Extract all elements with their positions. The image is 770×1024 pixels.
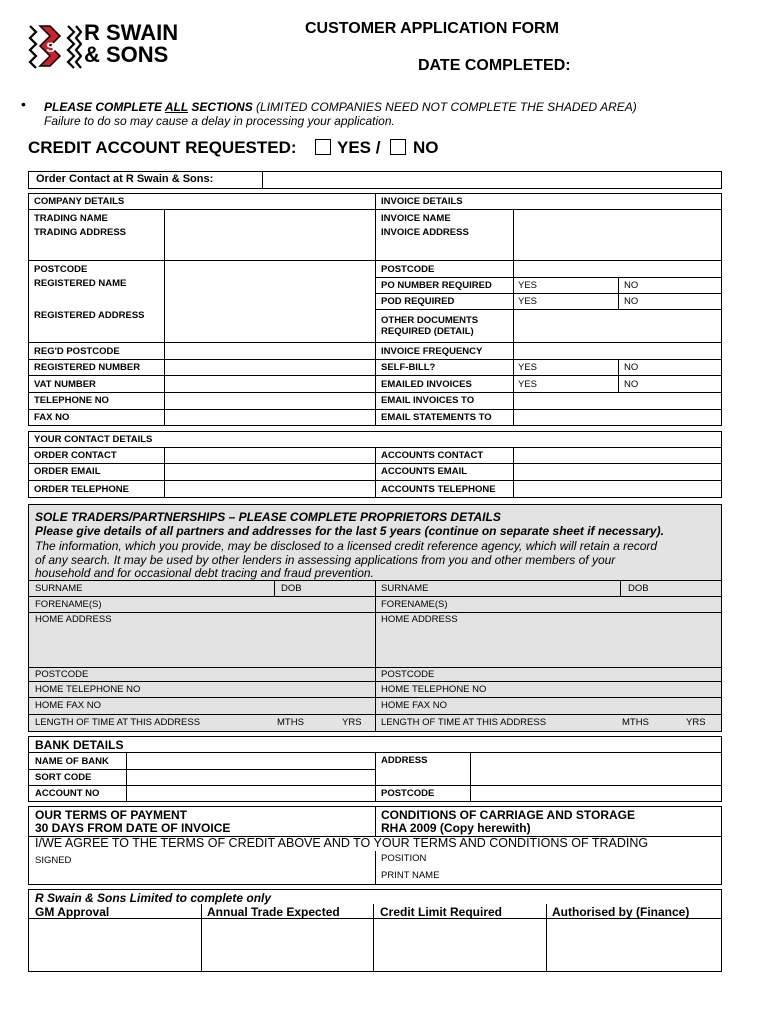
- order-telephone-label: ORDER TELEPHONE: [34, 484, 130, 495]
- logo-text-line1: R SWAIN: [84, 20, 179, 45]
- office-use-heading: R Swain & Sons Limited to complete only: [35, 891, 272, 905]
- instruction-bullet: •: [21, 96, 26, 112]
- sole-traders-heading: SOLE TRADERS/PARTNERSHIPS – PLEASE COMPLETE PROPRIETORS DETAILS: [35, 510, 501, 524]
- partner1-home-address-label: HOME ADDRESS: [35, 614, 112, 625]
- company-logo: [24, 22, 224, 72]
- credit-yes-label: YES /: [337, 138, 381, 157]
- invoice-name-label: INVOICE NAME: [381, 213, 451, 224]
- annual-trade-label: Annual Trade Expected: [207, 905, 340, 919]
- trading-name-label: TRADING NAME: [34, 213, 108, 224]
- thirty-days-label: 30 DAYS FROM DATE OF INVOICE: [35, 821, 231, 835]
- partner2-dob-label: DOB: [628, 583, 649, 594]
- authorised-by-label: Authorised by (Finance): [552, 905, 690, 919]
- partner2-postcode-label: POSTCODE: [381, 669, 435, 680]
- sort-code-label: SORT CODE: [35, 772, 92, 783]
- emailed-no-option[interactable]: NO: [624, 379, 639, 390]
- instruction-part2: SECTIONS: [188, 100, 253, 114]
- invoice-frequency-label: INVOICE FREQUENCY: [381, 346, 483, 357]
- partner1-length-label: LENGTH OF TIME AT THIS ADDRESS: [35, 717, 201, 728]
- registered-name-label: REGISTERED NAME: [34, 278, 127, 289]
- instruction-all: ALL: [164, 100, 189, 114]
- form-title: CUSTOMER APPLICATION FORM: [305, 20, 559, 37]
- credit-limit-label: Credit Limit Required: [380, 905, 503, 919]
- logo-stripes-icon: [24, 22, 82, 70]
- conditions-label: CONDITIONS OF CARRIAGE AND STORAGE: [381, 808, 636, 822]
- self-bill-label: SELF-BILL?: [381, 362, 436, 373]
- partner1-surname-label: SURNAME: [35, 583, 83, 594]
- other-docs-label-1: OTHER DOCUMENTS: [381, 315, 479, 326]
- partner2-surname-label: SURNAME: [381, 583, 429, 594]
- instruction-line2: Failure to do so may cause a delay in processing your application.: [44, 114, 395, 128]
- invoice-address-label: INVOICE ADDRESS: [381, 227, 469, 238]
- trading-address-label: TRADING ADDRESS: [34, 227, 127, 238]
- partner2-yrs-label: YRS: [686, 717, 706, 728]
- agree-statement: I/WE AGREE TO THE TERMS OF CREDIT ABOVE AND TO YOUR TERMS AND CONDITIONS OF TRADING: [35, 836, 649, 850]
- rha-label: RHA 2009 (Copy herewith): [381, 821, 531, 835]
- emailed-invoices-label: EMAILED INVOICES: [381, 379, 472, 390]
- pod-yes-option[interactable]: YES: [518, 296, 538, 307]
- partner1-postcode-label: POSTCODE: [35, 669, 89, 680]
- partner1-forenames-label: FORENAME(S): [35, 599, 102, 610]
- svg-text:S: S: [46, 39, 56, 55]
- credit-yes-checkbox[interactable]: [315, 139, 331, 155]
- regd-postcode-label: REG'D POSTCODE: [34, 346, 120, 357]
- our-terms-label: OUR TERMS OF PAYMENT: [35, 808, 188, 822]
- signed-label: SIGNED: [35, 855, 72, 866]
- bank-address-label: ADDRESS: [381, 755, 428, 766]
- company-details-heading: COMPANY DETAILS: [34, 196, 125, 207]
- credit-account-label: CREDIT ACCOUNT REQUESTED:: [28, 138, 297, 157]
- partner2-home-fax-label: HOME FAX NO: [381, 700, 447, 711]
- partner1-yrs-label: YRS: [342, 717, 362, 728]
- order-contact-label: Order Contact at R Swain & Sons:: [36, 173, 214, 185]
- po-no-option[interactable]: NO: [624, 280, 639, 291]
- email-invoices-to-label: EMAIL INVOICES TO: [381, 395, 475, 406]
- vat-number-label: VAT NUMBER: [34, 379, 96, 390]
- instruction-part3: (LIMITED COMPANIES NEED NOT COMPLETE THE SHADED AREA): [252, 100, 637, 114]
- pod-no-option[interactable]: NO: [624, 296, 639, 307]
- accounts-contact-label: ACCOUNTS CONTACT: [381, 450, 484, 461]
- order-email-label: ORDER EMAIL: [34, 466, 101, 477]
- partner2-length-label: LENGTH OF TIME AT THIS ADDRESS: [381, 717, 547, 728]
- partner2-home-tel-label: HOME TELEPHONE NO: [381, 684, 487, 695]
- accounts-telephone-label: ACCOUNTS TELEPHONE: [381, 484, 496, 495]
- postcode-label: POSTCODE: [34, 264, 88, 275]
- po-number-label: PO NUMBER REQUIRED: [381, 280, 492, 291]
- bank-postcode-label: POSTCODE: [381, 788, 435, 799]
- print-name-label: PRINT NAME: [381, 870, 440, 881]
- self-bill-yes-option[interactable]: YES: [518, 362, 538, 373]
- order-contact-field-label: ORDER CONTACT: [34, 450, 117, 461]
- logo-text-line2: & SONS: [84, 42, 169, 67]
- email-statements-to-label: EMAIL STATEMENTS TO: [381, 412, 492, 423]
- date-completed-label: DATE COMPLETED:: [418, 57, 571, 74]
- bank-details-heading: BANK DETAILS: [35, 738, 124, 752]
- instruction-part1: PLEASE COMPLETE: [44, 100, 165, 114]
- instruction-line1: [44, 100, 637, 114]
- accounts-email-label: ACCOUNTS EMAIL: [381, 466, 468, 477]
- account-no-label: ACCOUNT NO: [35, 788, 100, 799]
- order-contact-input[interactable]: [263, 172, 721, 188]
- self-bill-no-option[interactable]: NO: [624, 362, 639, 373]
- registered-number-label: REGISTERED NUMBER: [34, 362, 141, 373]
- invoice-details-heading: INVOICE DETAILS: [381, 196, 463, 207]
- invoice-postcode-label: POSTCODE: [381, 264, 435, 275]
- sole-traders-line2: Please give details of all partners and addresses for the last 5 years (continue on separate sheet if necessary).: [35, 524, 664, 538]
- fax-no-label: FAX NO: [34, 412, 70, 423]
- partner1-mths-label: MTHS: [277, 717, 304, 728]
- contact-details-heading: YOUR CONTACT DETAILS: [34, 434, 153, 445]
- credit-no-label: NO: [413, 138, 439, 157]
- sole-traders-line5: household and for occasional debt tracing and fraud prevention.: [35, 566, 374, 580]
- partner2-mths-label: MTHS: [622, 717, 649, 728]
- po-yes-option[interactable]: YES: [518, 280, 538, 291]
- partner1-dob-label: DOB: [281, 583, 302, 594]
- sole-traders-line3: The information, which you provide, may be disclosed to a licensed credit reference agency, which will retain a record: [35, 539, 658, 553]
- name-of-bank-label: NAME OF BANK: [35, 756, 109, 767]
- partner1-home-tel-label: HOME TELEPHONE NO: [35, 684, 141, 695]
- registered-address-label: REGISTERED ADDRESS: [34, 310, 145, 321]
- partner2-home-address-label: HOME ADDRESS: [381, 614, 458, 625]
- sole-traders-line4: of any search. It may be used by other lenders in assessing applications from you and other members of your: [35, 553, 616, 567]
- telephone-no-label: TELEPHONE NO: [34, 395, 109, 406]
- position-label: POSITION: [381, 853, 427, 864]
- credit-no-checkbox[interactable]: [390, 139, 406, 155]
- partner2-forenames-label: FORENAME(S): [381, 599, 448, 610]
- other-docs-label-2: REQUIRED (DETAIL): [381, 326, 474, 337]
- emailed-yes-option[interactable]: YES: [518, 379, 538, 390]
- gm-approval-label: GM Approval: [35, 905, 110, 919]
- partner1-home-fax-label: HOME FAX NO: [35, 700, 101, 711]
- pod-label: POD REQUIRED: [381, 296, 455, 307]
